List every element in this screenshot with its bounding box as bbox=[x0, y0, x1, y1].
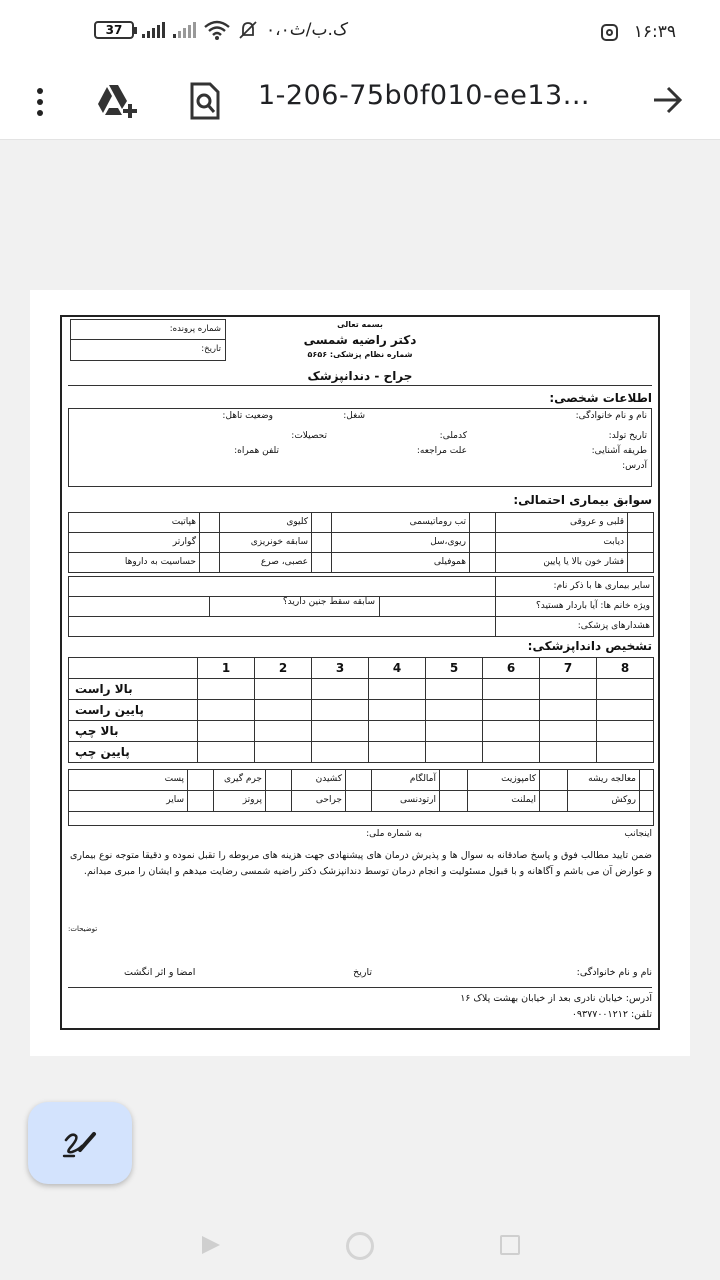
signal-icon bbox=[142, 22, 165, 38]
history-cell: عصبی، صرع bbox=[220, 553, 312, 573]
treatment-table bbox=[68, 769, 654, 826]
pregnancy-question: ویژه خانم ها: آیا باردار هستید؟ bbox=[496, 597, 654, 617]
education-field: تحصیلات: bbox=[291, 431, 327, 441]
treatment-cell: ایملنت bbox=[468, 791, 540, 812]
birth-date-field: تاریخ تولد: bbox=[608, 431, 647, 441]
teeth-chart bbox=[68, 657, 654, 763]
annotate-button[interactable] bbox=[28, 1102, 132, 1184]
instagram-icon bbox=[601, 24, 618, 41]
doctor-name: دکتر راضیه شمسی bbox=[303, 333, 417, 347]
home-icon[interactable] bbox=[346, 1232, 374, 1260]
history-cell: فشار خون بالا یا پایین bbox=[496, 553, 628, 573]
treatment-cell: پروتز bbox=[214, 791, 266, 812]
tooth-number: 4 bbox=[369, 658, 426, 679]
treatment-cell: معالجه ریشه bbox=[568, 770, 640, 791]
history-cell: قلبی و عروقی bbox=[496, 513, 628, 533]
history-cell: حساسیت به داروها bbox=[69, 553, 200, 573]
treatment-cell: پست bbox=[69, 770, 188, 791]
license-number: شماره نظام پزشکی: ۵۶۵۶ bbox=[307, 350, 413, 359]
history-table bbox=[68, 512, 654, 573]
personal-info-box bbox=[68, 408, 652, 487]
arrow-forward-icon[interactable] bbox=[650, 82, 686, 118]
history-cell: گوارتر bbox=[69, 533, 200, 553]
treatment-cell: روکش bbox=[568, 791, 640, 812]
address-field: آدرس: bbox=[622, 461, 647, 471]
app-toolbar bbox=[0, 68, 720, 140]
signature-label: امضا و اثر انگشت bbox=[124, 967, 196, 978]
treatment-cell: آمالگام bbox=[372, 770, 440, 791]
tooth-number: 2 bbox=[255, 658, 312, 679]
job-field: شغل: bbox=[343, 411, 365, 421]
specialty: جراح - دندانپزشک bbox=[307, 369, 413, 383]
mobile-field: تلفن همراه: bbox=[234, 446, 279, 456]
miscarriage-question: سابقه سقط جنین دارید؟ bbox=[209, 597, 379, 616]
battery-icon: 37 bbox=[94, 21, 134, 39]
undersigned-label: اینجانب bbox=[624, 829, 652, 839]
name-field: نام و نام خانوادگی: bbox=[575, 411, 647, 421]
history-cell: کلیوی bbox=[220, 513, 312, 533]
more-options-icon[interactable] bbox=[32, 84, 48, 120]
treatment-cell: سایر bbox=[69, 791, 188, 812]
file-number-field: شماره پرونده: bbox=[71, 320, 225, 340]
personal-info-title: اطلاعات شخصی: bbox=[549, 391, 652, 405]
clinic-address: آدرس: خیابان نادری بعد از خیابان بهشت پلاک ۱۶ bbox=[460, 993, 652, 1004]
clock: ۱۶:۳۹ bbox=[633, 22, 676, 42]
dental-form bbox=[60, 315, 660, 1030]
treatment-cell: کامپوزیت bbox=[468, 770, 540, 791]
treatment-cell: ارتودنسی bbox=[372, 791, 440, 812]
tooth-number: 1 bbox=[198, 658, 255, 679]
pen-scribble-icon bbox=[62, 1126, 98, 1160]
referral-reason-field: علت مراجعه: bbox=[416, 446, 467, 456]
tooth-number: 6 bbox=[483, 658, 540, 679]
treatment-cell: جراحی bbox=[292, 791, 346, 812]
history-cell: سابقه خونریزی bbox=[220, 533, 312, 553]
status-bar bbox=[0, 0, 720, 68]
tooth-number: 8 bbox=[597, 658, 654, 679]
history-title: سوابق بیماری احتمالی: bbox=[513, 493, 652, 507]
treatment-cell: جرم گیری bbox=[214, 770, 266, 791]
referral-method-field: طریقه آشنایی: bbox=[591, 446, 647, 456]
tooth-number: 3 bbox=[312, 658, 369, 679]
back-icon[interactable] bbox=[202, 1236, 220, 1254]
signal-2-icon bbox=[173, 22, 196, 38]
medical-warnings-field: هشدارهای پزشکی: bbox=[496, 617, 654, 637]
history-cell: هپاتیت bbox=[69, 513, 200, 533]
add-to-drive-icon[interactable] bbox=[96, 82, 140, 122]
history-cell: ریوی،سل bbox=[332, 533, 470, 553]
find-in-page-icon[interactable] bbox=[188, 82, 222, 122]
quadrant-label: بالا چپ bbox=[69, 721, 198, 742]
notes-label: توضیحات: bbox=[68, 925, 98, 933]
quadrant-label: پایین چپ bbox=[69, 742, 198, 763]
other-diseases-field: سایر بیماری ها با ذکر نام: bbox=[496, 577, 654, 597]
marital-field: وضعیت تاهل: bbox=[222, 411, 273, 421]
tooth-number: 7 bbox=[540, 658, 597, 679]
bismillah: بسمه تعالی bbox=[337, 320, 383, 329]
treatment-cell: کشیدن bbox=[292, 770, 346, 791]
quadrant-label: بالا راست bbox=[69, 679, 198, 700]
history-cell: تب روماتیسمی bbox=[332, 513, 470, 533]
diagnosis-title: تشخیص دانداپزشکی: bbox=[527, 639, 652, 653]
sign-date-label: تاریخ bbox=[353, 967, 372, 978]
recents-icon[interactable] bbox=[500, 1235, 520, 1255]
document-title: 1-206-75b0f010-ee13... bbox=[258, 80, 590, 111]
history-extra-table bbox=[68, 576, 654, 637]
national-number-label: به شماره ملی: bbox=[366, 829, 422, 839]
history-cell: دیابت bbox=[496, 533, 628, 553]
system-nav-bar bbox=[0, 1210, 720, 1280]
tooth-number: 5 bbox=[426, 658, 483, 679]
status-left bbox=[94, 20, 348, 40]
history-cell: هموفیلی bbox=[332, 553, 470, 573]
national-id-field: کدملی: bbox=[439, 431, 467, 441]
date-field: تاریخ: bbox=[201, 344, 221, 354]
wifi-icon bbox=[204, 20, 230, 40]
quadrant-label: پایین راست bbox=[69, 700, 198, 721]
consent-text: ضمن تایید مطالب فوق و پاسخ صادقانه به سوال ها و پذیرش درمان های پیشنهادی جهت هزینه های مربوطه را تقبل نموده و دقیقا متوجه نوع بیماری و عوارض آن می باشم و آگاهانه و با قبول مسئولیت و انجام درمان توسط دندانپزشک دکتر راضیه شمسی رضایت میدهم و ایشان را مبری میدانم. bbox=[70, 850, 652, 877]
document-page bbox=[30, 290, 690, 1056]
clinic-phone: تلفن: ۰۹۳۷۷۰۰۱۲۱۲ bbox=[571, 1009, 652, 1020]
muted-bell-icon bbox=[238, 20, 258, 40]
carrier-text: ۰،۰ک.ب/ث bbox=[266, 20, 349, 40]
signer-name-label: نام و نام خانوادگی: bbox=[576, 967, 652, 978]
